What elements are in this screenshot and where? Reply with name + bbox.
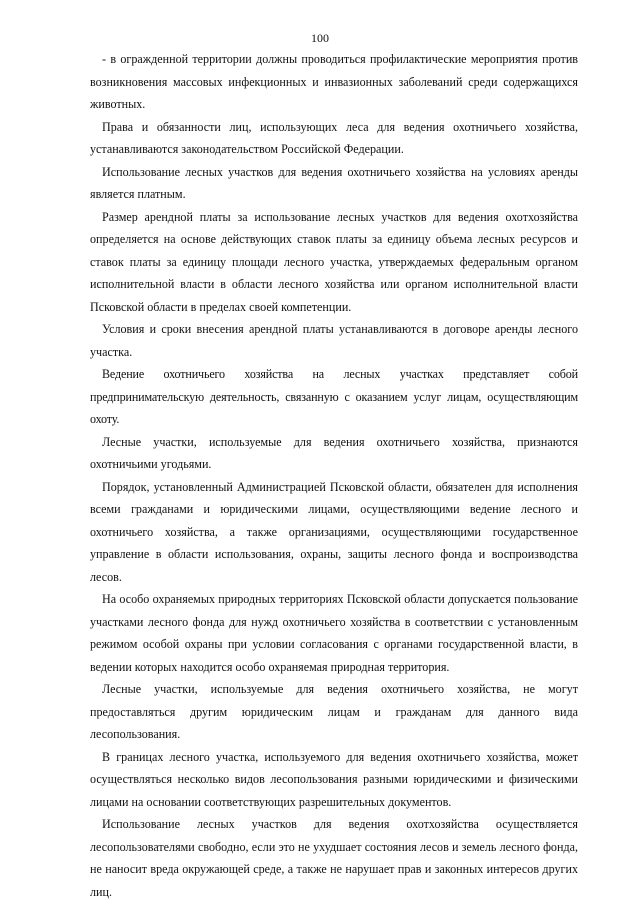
paragraph-rent-amount: Размер арендной платы за использование лесных участков для ведения охотхозяйства определяется на основе действующих ставок платы за единицу объема лесных ресурсов и ставок платы за единицу площади лесного участка, утверждаемых федеральным органом исполнительной власти в области лесного хозяйства или органом исполнительной власти Псковской области в пределах своей компетенции. <box>90 209 578 314</box>
page-number: 100 <box>311 31 329 45</box>
document-body <box>90 48 578 903</box>
paragraph-procedure: Порядок, установленный Администрацией Псковской области, обязателен для исполнения всеми гражданами и юридическими лицами, осуществляющими ведение лесного и охотничьего хозяйства, а также организациями, осуществляющими государственное управление в области использования, охраны, защиты лесного фонда и воспроизводства лесов. <box>90 479 578 584</box>
paragraph-no-transfer: Лесные участки, используемые для ведения охотничьего хозяйства, не могут предоставляться другим юридическим лицам и гражданам для данного вида лесопользования. <box>90 682 578 741</box>
paragraph-business-activity: Ведение охотничьего хозяйства на лесных участках представляет собой предпринимательскую деятельность, связанную с оказанием услуг лицам, осуществляющим охоту. <box>90 367 578 426</box>
paragraph-livestock-measures: - в огражденной территории должны проводиться профилактические мероприятия против возникновения массовых инфекционных и инвазионных заболеваний среди содержащихся животных. <box>90 52 578 111</box>
paragraph-hunting-grounds: Лесные участки, используемые для ведения охотничьего хозяйства, признаются охотничьими угодьями. <box>90 434 578 471</box>
paragraph-rights-obligations: Права и обязанности лиц, использующих леса для ведения охотничьего хозяйства, устанавливаются законодательством Российской Федерации. <box>90 119 578 156</box>
paragraph-rent-terms: Условия и сроки внесения арендной платы устанавливаются в договоре аренды лесного участка. <box>90 322 578 359</box>
paragraph-free-use: Использование лесных участков для ведения охотхозяйства осуществляется лесопользователями свободно, если это не ухудшает состояния лесов и земель лесного фонда, не наносит вреда окружающей среде, а также не нарушает прав и законных интересов других лиц. <box>90 817 578 899</box>
paragraph-protected-areas: На особо охраняемых природных территориях Псковской области допускается пользование участками лесного фонда для нужд охотничьего хозяйства в соответствии с установленным режимом особой охраны при условии согласования с органами государственной власти, в ведении которых находится особо охраняемая природная территория. <box>90 592 578 674</box>
paragraph-multiple-uses: В границах лесного участка, используемого для ведения охотничьего хозяйства, может осуществляться несколько видов лесопользования разными юридическими и физическими лицами на основании соответствующих разрешительных документов. <box>90 749 578 809</box>
paragraph-lease-paid: Использование лесных участков для ведения охотничьего хозяйства на условиях аренды является платным. <box>90 164 578 201</box>
